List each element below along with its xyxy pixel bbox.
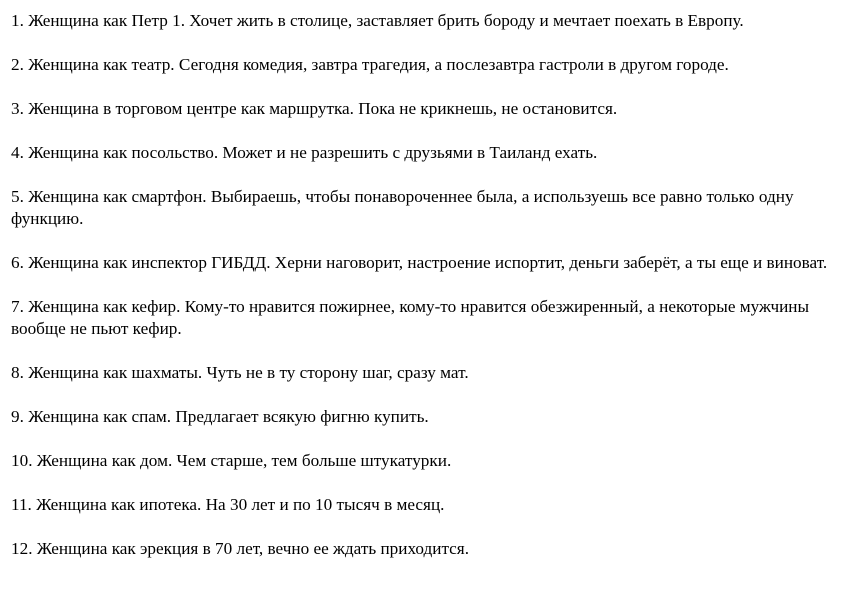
- list-item-6: 6. Женщина как инспектор ГИБДД. Херни наговорит, настроение испортит, деньги заберёт, а ты еще и виноват.: [11, 253, 828, 272]
- list-item-4: 4. Женщина как посольство. Может и не разрешить с друзьями в Таиланд ехать.: [11, 143, 598, 162]
- list-item-11: 11. Женщина как ипотека. На 30 лет и по 10 тысяч в месяц.: [11, 495, 445, 514]
- list-item-12: 12. Женщина как эрекция в 70 лет, вечно ее ждать приходится.: [11, 539, 469, 558]
- list-item-8: 8. Женщина как шахматы. Чуть не в ту сторону шаг, сразу мат.: [11, 363, 469, 382]
- list-item-2: 2. Женщина как театр. Сегодня комедия, завтра трагедия, а послезавтра гастроли в другом городе.: [11, 55, 729, 74]
- jokes-list: [11, 10, 859, 582]
- list-item-3: 3. Женщина в торговом центре как маршрутка. Пока не крикнешь, не остановится.: [11, 99, 618, 118]
- list-item-7: 7. Женщина как кефир. Кому-то нравится пожирнее, кому-то нравится обезжиренный, а некоторые мужчины вообще не пьют кефир.: [11, 297, 810, 338]
- list-item-10: 10. Женщина как дом. Чем старше, тем больше штукатурки.: [11, 451, 452, 470]
- list-item-5: 5. Женщина как смартфон. Выбираешь, чтобы понавороченнее была, а используешь все равно только одну функцию.: [11, 187, 794, 228]
- list-item-9: 9. Женщина как спам. Предлагает всякую фигню купить.: [11, 407, 429, 426]
- list-item-1: 1. Женщина как Петр 1. Хочет жить в столице, заставляет брить бороду и мечтает поехать в Европу.: [11, 11, 744, 30]
